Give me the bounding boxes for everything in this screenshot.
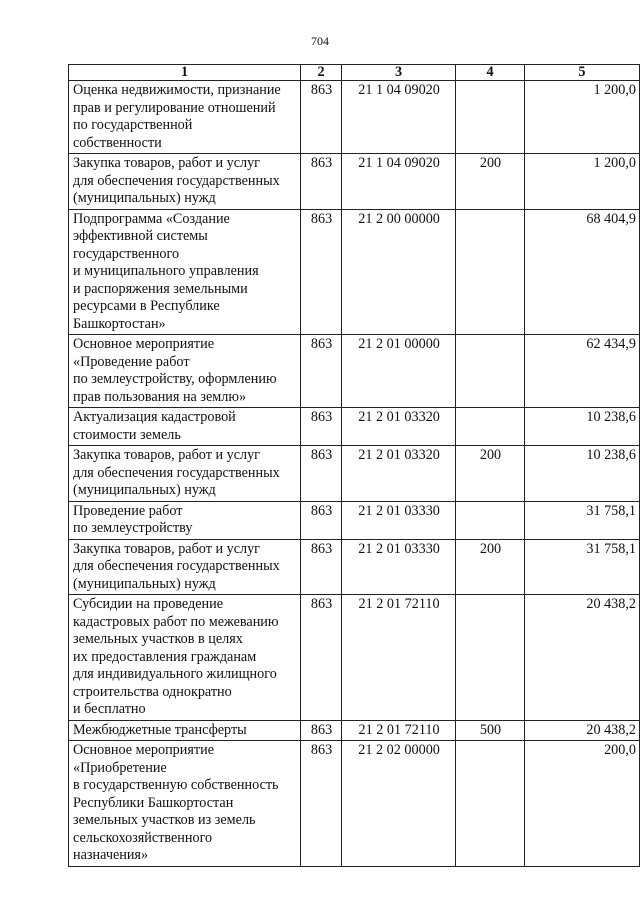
row-gr-cell: 863 (301, 539, 342, 595)
row-gr-cell: 863 (301, 720, 342, 741)
row-code-cell: 21 2 01 03330 (341, 501, 455, 539)
row-gr-cell: 863 (301, 446, 342, 502)
row-gr-cell: 863 (301, 408, 342, 446)
row-vr-cell: 500 (456, 720, 525, 741)
row-code-cell: 21 2 02 00000 (341, 741, 455, 867)
row-code-cell: 21 2 01 72110 (341, 720, 455, 741)
header-col-5: 5 (524, 65, 639, 81)
header-col-4: 4 (456, 65, 525, 81)
row-name-cell: Оценка недвижимости, признание прав и регулирование отношений по государственной собственности (69, 81, 301, 154)
table-row (69, 446, 640, 502)
row-sum-cell: 1 200,0 (524, 81, 639, 154)
row-code-cell: 21 2 01 72110 (341, 595, 455, 721)
row-code-cell: 21 2 01 03330 (341, 539, 455, 595)
table-body (69, 81, 640, 867)
row-name-cell: Межбюджетные трансферты (69, 720, 301, 741)
row-gr-cell: 863 (301, 501, 342, 539)
row-vr-cell (456, 595, 525, 721)
row-name-cell: Субсидии на проведение кадастровых работ по межеванию земельных участков в целях их предоставления гражданам для индивидуального жилищного строительства однократно и бесплатно (69, 595, 301, 721)
row-vr-cell (456, 81, 525, 154)
table-row (69, 595, 640, 721)
row-gr-cell: 863 (301, 209, 342, 335)
table-row (69, 539, 640, 595)
row-vr-cell (456, 209, 525, 335)
row-sum-cell: 31 758,1 (524, 539, 639, 595)
row-sum-cell: 1 200,0 (524, 154, 639, 210)
table-row (69, 720, 640, 741)
row-code-cell: 21 2 01 00000 (341, 335, 455, 408)
row-code-cell: 21 2 00 00000 (341, 209, 455, 335)
row-name-cell: Закупка товаров, работ и услуг для обеспечения государственных (муниципальных) нужд (69, 154, 301, 210)
row-sum-cell: 10 238,6 (524, 446, 639, 502)
table-row (69, 81, 640, 154)
table-row (69, 209, 640, 335)
row-gr-cell: 863 (301, 595, 342, 721)
table-header (69, 65, 640, 81)
row-sum-cell: 10 238,6 (524, 408, 639, 446)
row-sum-cell: 200,0 (524, 741, 639, 867)
page-number: 704 (311, 34, 329, 48)
row-vr-cell (456, 408, 525, 446)
row-vr-cell (456, 335, 525, 408)
row-sum-cell: 31 758,1 (524, 501, 639, 539)
row-vr-cell (456, 501, 525, 539)
row-vr-cell: 200 (456, 446, 525, 502)
row-sum-cell: 20 438,2 (524, 595, 639, 721)
row-name-cell: Закупка товаров, работ и услуг для обеспечения государственных (муниципальных) нужд (69, 446, 301, 502)
row-gr-cell: 863 (301, 335, 342, 408)
row-sum-cell: 68 404,9 (524, 209, 639, 335)
header-col-2: 2 (301, 65, 342, 81)
table-row (69, 501, 640, 539)
row-gr-cell: 863 (301, 741, 342, 867)
row-gr-cell: 863 (301, 154, 342, 210)
header-col-3: 3 (341, 65, 455, 81)
row-gr-cell: 863 (301, 81, 342, 154)
row-code-cell: 21 1 04 09020 (341, 154, 455, 210)
row-vr-cell: 200 (456, 539, 525, 595)
row-name-cell: Проведение работ по землеустройству (69, 501, 301, 539)
row-name-cell: Подпрограмма «Создание эффективной системы государственного и муниципального управления и распоряжения земельными ресурсами в Республике Башкортостан» (69, 209, 301, 335)
row-code-cell: 21 2 01 03320 (341, 446, 455, 502)
table-row (69, 335, 640, 408)
row-code-cell: 21 1 04 09020 (341, 81, 455, 154)
budget-table (68, 64, 640, 867)
row-sum-cell: 20 438,2 (524, 720, 639, 741)
row-vr-cell (456, 741, 525, 867)
header-col-1: 1 (69, 65, 301, 81)
row-name-cell: Основное мероприятие «Приобретение в государственную собственность Республики Башкортостан земельных участков из земель сельскохозяйственного назначения» (69, 741, 301, 867)
row-code-cell: 21 2 01 03320 (341, 408, 455, 446)
row-vr-cell: 200 (456, 154, 525, 210)
header-row (69, 65, 640, 81)
row-name-cell: Закупка товаров, работ и услуг для обеспечения государственных (муниципальных) нужд (69, 539, 301, 595)
row-sum-cell: 62 434,9 (524, 335, 639, 408)
table-row (69, 741, 640, 867)
table-row (69, 408, 640, 446)
row-name-cell: Актуализация кадастровой стоимости земель (69, 408, 301, 446)
table-row (69, 154, 640, 210)
row-name-cell: Основное мероприятие «Проведение работ по землеустройству, оформлению прав пользования на землю» (69, 335, 301, 408)
